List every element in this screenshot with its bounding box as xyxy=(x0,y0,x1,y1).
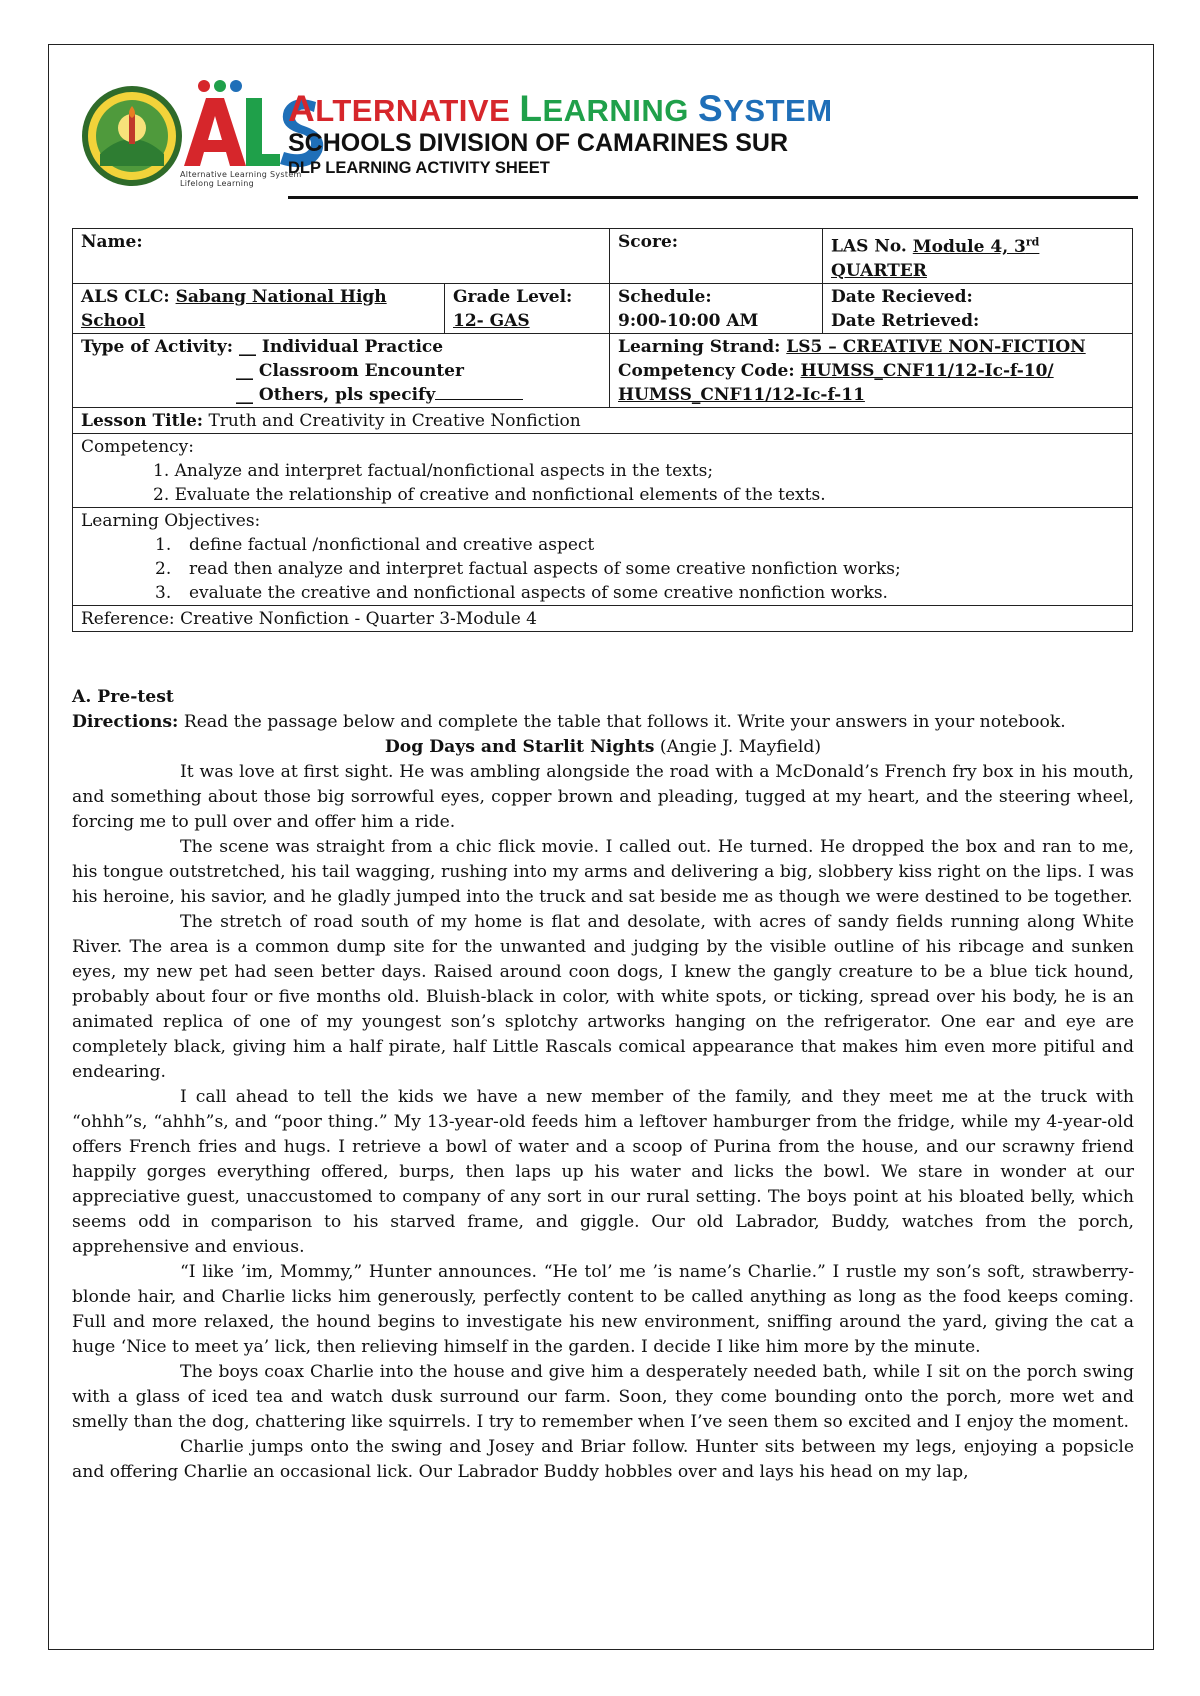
lesson-title-value: Truth and Creativity in Creative Nonfiction xyxy=(208,410,581,431)
als-title-ystem: YSTEM xyxy=(723,93,833,128)
competency-cell xyxy=(73,433,1133,507)
story-paragraph: Charlie jumps onto the swing and Josey and Briar follow. Hunter sits between my legs, enjoying a popsicle and offering Charlie an occasional lick. Our Labrador Buddy hobbles over and lays his head on my lap, xyxy=(72,1437,1134,1482)
objective-text: evaluate the creative and nonfictional aspects of some creative nonfiction works. xyxy=(189,582,888,603)
schedule-cell xyxy=(610,283,823,333)
name-label: Name: xyxy=(81,232,143,252)
header-text xyxy=(288,88,833,178)
story-paragraph: It was love at first sight. He was ambling alongside the road with a McDonald’s French fry box in his mouth, and something about those big sorrowful eyes, copper brown and pleading, tugged at my heart, and the steering wheel, forcing me to pull over and offer him a ride. xyxy=(72,762,1134,832)
grade-cell xyxy=(445,283,610,333)
als-title-lternative: LTERNATIVE xyxy=(315,93,520,128)
story-paragraph: The boys coax Charlie into the house and give him a desperately needed bath, while I sit on the porch swing with a glass of iced tea and watch dusk surround our farm. Soon, they come bounding onto the porch, more wet and smelly than the dog, chattering like squirrels. I try to remember when I’ve seen them so excited and I enjoy the moment. xyxy=(72,1362,1134,1432)
las-sup: rd xyxy=(1025,235,1040,248)
schedule-value: 9:00-10:00 AM xyxy=(618,310,759,331)
header xyxy=(80,78,1138,198)
clc-value-2: School xyxy=(81,310,146,331)
lesson-title-cell xyxy=(73,407,1133,433)
competency-label: Competency: xyxy=(81,436,194,457)
directions-text: Read the passage below and complete the table that follows it. Write your answers in your notebook. xyxy=(183,712,1066,732)
als-logo-tagline xyxy=(180,170,302,188)
reference-value: Creative Nonfiction - Quarter 3-Module 4 xyxy=(180,608,537,629)
strand-value: LS5 – CREATIVE NON-FICTION xyxy=(786,336,1086,357)
clc-cell xyxy=(73,283,445,333)
date-retrieved-label: Date Retrieved: xyxy=(831,310,980,331)
reference-cell xyxy=(73,605,1133,631)
score-label: Score: xyxy=(618,232,679,252)
als-title xyxy=(288,88,833,129)
activity-option-classroom[interactable]: __ Classroom Encounter xyxy=(236,360,464,381)
grade-label: Grade Level: xyxy=(453,286,573,307)
reference-label: Reference: xyxy=(81,608,175,629)
strand-label: Learning Strand: xyxy=(618,336,781,357)
sheet-title: DLP LEARNING ACTIVITY SHEET xyxy=(288,159,550,177)
logo-tagline-line1: Alternative Learning System xyxy=(180,170,302,179)
objective-number: 1. xyxy=(155,534,172,555)
story-heading xyxy=(72,735,1134,760)
las-label: LAS No. xyxy=(831,236,907,257)
story-title: Dog Days and Starlit Nights xyxy=(384,737,655,757)
competency-item: 2. Evaluate the relationship of creative and nonfictional elements of the texts. xyxy=(153,484,826,505)
story-author: (Angie J. Mayfield) xyxy=(659,737,822,757)
als-title-l: L xyxy=(519,88,543,129)
als-title-a: A xyxy=(288,88,316,129)
division-title: SCHOOLS DIVISION OF CAMARINES SUR xyxy=(288,129,789,157)
als-title-earning: EARNING xyxy=(542,93,699,128)
activity-type-cell xyxy=(73,333,610,407)
activity-option-individual[interactable]: __ Individual Practice xyxy=(238,336,444,357)
clc-label: ALS CLC: xyxy=(81,286,170,307)
competency-item: 1. Analyze and interpret factual/nonfictional aspects in the texts; xyxy=(153,460,714,481)
objective-item xyxy=(81,581,1124,605)
objectives-cell xyxy=(73,507,1133,605)
objective-item xyxy=(81,557,1124,581)
name-cell[interactable] xyxy=(73,229,610,284)
story-paragraph: The scene was straight from a chic flick movie. I called out. He turned. He dropped the box and ran to me, his tongue outstretched, his tail wagging, rushing into my arms and delivering a big, slobbery kiss right on the lips. I was his heroine, his savior, and he gladly jumped into the truck and sat beside me as though we were destined to be together. xyxy=(72,837,1134,907)
header-rule xyxy=(288,196,1138,199)
competency-code-1: HUMSS_CNF11/12-Ic-f-10/ xyxy=(800,360,1054,381)
objective-item xyxy=(81,533,1124,557)
directions-label: Directions: xyxy=(72,712,179,732)
lesson-title-label: Lesson Title: xyxy=(81,410,204,431)
story-paragraph: The stretch of road south of my home is flat and desolate, with acres of sandy fields running along White River. The area is a common dump site for the unwanted and judging by the visible outline of his ribcage and sunken eyes, my new pet had seen better days. Raised around coon dogs, I knew the gangly creature to be a blue tick hound, probably about four or five months old. Bluish-black in color, with white spots, or ticking, spread over his body, he is an animated replica of one of my youngest son’s splotchy artworks hanging on the refrigerator. One ear and eye are completely black, giving him a half pirate, half Little Rascals comical appearance that makes him even more pitiful and endearing. xyxy=(72,912,1134,1082)
objective-text: read then analyze and interpret factual aspects of some creative nonfiction works; xyxy=(189,558,901,579)
clc-value-1: Sabang National High xyxy=(175,286,387,307)
activity-type-label: Type of Activity: xyxy=(81,336,234,357)
grade-value: 12- GAS xyxy=(453,310,530,331)
las-value: Module 4, 3 xyxy=(912,236,1026,257)
competency-code-2: HUMSS_CNF11/12-Ic-f-11 xyxy=(618,384,865,405)
pretest-section xyxy=(72,685,1134,1485)
activity-option-others[interactable]: __ Others, pls specify xyxy=(236,384,436,405)
objective-number: 3. xyxy=(155,582,172,603)
objectives-label: Learning Objectives: xyxy=(81,510,261,531)
score-cell[interactable] xyxy=(610,229,823,284)
story-paragraph: “I like ’im, Mommy,” Hunter announces. “He tol’ me ’is name’s Charlie.” I rustle my son’s soft, strawberry-blonde hair, and Charlie licks him generously, perfectly content to be called anything as long as the food keeps coming. Full and more relaxed, the hound begins to investigate his new environment, sniffing around the yard, giving the cat a huge ‘Nice to meet ya’ lick, then relieving himself in the garden. I decide I like him more by the minute. xyxy=(72,1262,1134,1357)
las-quarter: QUARTER xyxy=(831,260,927,281)
others-specify-blank[interactable] xyxy=(435,383,523,400)
date-received-label: Date Recieved: xyxy=(831,286,973,307)
logo-tagline-line2: Lifelong Learning xyxy=(180,179,255,188)
objective-text: define factual /nonfictional and creative aspect xyxy=(189,534,595,555)
competency-code-label: Competency Code: xyxy=(618,360,795,381)
info-table xyxy=(72,228,1133,632)
als-title-s: S xyxy=(698,88,724,129)
division-seal-logo xyxy=(80,84,184,188)
directions xyxy=(72,710,1134,735)
dates-cell xyxy=(823,283,1133,333)
pretest-heading: A. Pre-test xyxy=(72,687,174,707)
las-cell xyxy=(823,229,1133,284)
objective-number: 2. xyxy=(155,558,172,579)
strand-cell xyxy=(610,333,1133,407)
story-paragraph: I call ahead to tell the kids we have a new member of the family, and they meet me at the truck with “ohhh”s, “ahhh”s, and “poor thing.” My 13-year-old feeds him a leftover hamburger from the fridge, while my 4-year-old offers French fries and hugs. I retrieve a bowl of water and a scoop of Purina from the house, and our scrawny friend happily gorges everything offered, burps, then laps up his water and licks the bowl. We stare in wonder at our appreciative guest, unaccustomed to company of any sort in our rural setting. The boys point at his bloated belly, which seems odd in comparison to his starved frame, and giggle. Our old Labrador, Buddy, watches from the porch, apprehensive and envious. xyxy=(72,1087,1134,1257)
schedule-label: Schedule: xyxy=(618,286,712,307)
